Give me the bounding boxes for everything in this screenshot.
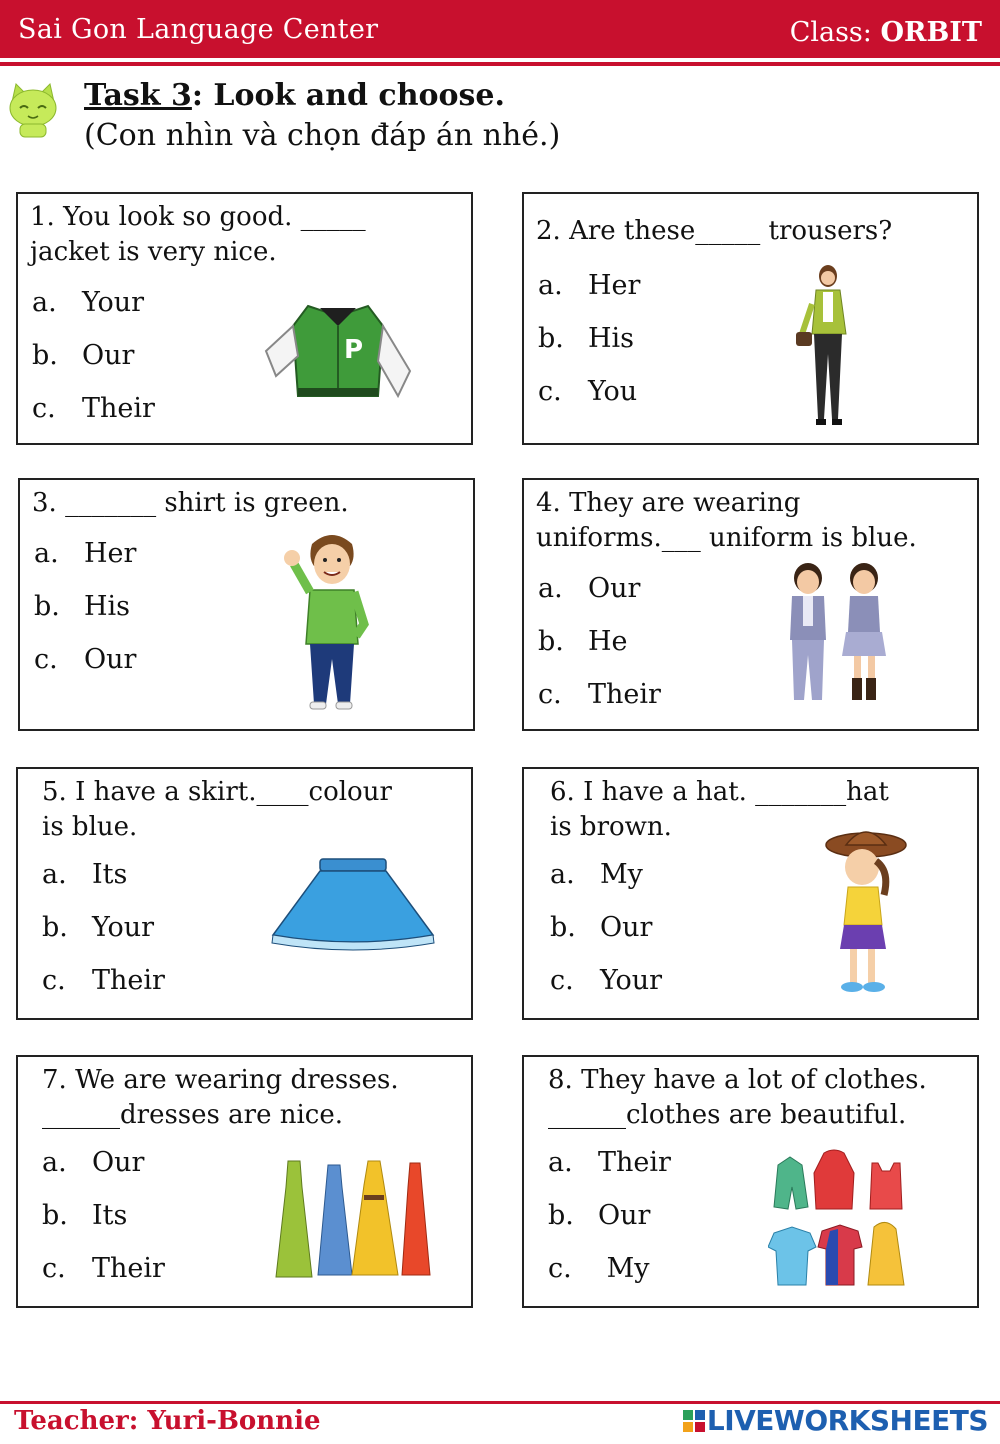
option-b[interactable]: b. Our	[32, 340, 135, 371]
class-name: ORBIT	[880, 17, 982, 48]
liveworksheets-grid-icon	[683, 1410, 705, 1432]
question-box-7	[16, 1055, 473, 1308]
question-text: 4. They are wearing uniforms.___ uniform is blue.	[536, 488, 917, 553]
option-c[interactable]: c. Their	[32, 393, 155, 424]
question-box-4	[522, 478, 979, 731]
four-dresses-icon	[274, 1157, 434, 1282]
option-b[interactable]: b. Our	[550, 912, 653, 943]
option-c[interactable]: c. Your	[550, 965, 663, 996]
center-name: Sai Gon Language Center	[18, 14, 379, 45]
question-text: 5. I have a skirt.____colour is blue.	[42, 777, 392, 842]
cat-mascot-icon	[6, 80, 60, 138]
option-b[interactable]: b. He	[538, 626, 628, 657]
option-a[interactable]: a. My	[550, 859, 643, 890]
green-jacket-icon	[258, 296, 418, 406]
boy-in-green-shirt-icon	[282, 524, 382, 714]
option-a[interactable]: a. Her	[538, 270, 641, 301]
children-in-uniforms-icon	[776, 560, 896, 710]
option-a[interactable]: a. Its	[42, 859, 128, 890]
option-b[interactable]: b. His	[538, 323, 635, 354]
question-box-6	[522, 767, 979, 1020]
option-a[interactable]: a. Their	[548, 1147, 671, 1178]
option-a[interactable]: a. Her	[34, 538, 137, 569]
option-c[interactable]: c. My	[548, 1253, 650, 1284]
question-text: 6. I have a hat. _______hat is brown.	[550, 777, 889, 842]
option-c[interactable]: c. Our	[34, 644, 137, 675]
option-c[interactable]: c. You	[538, 376, 638, 407]
question-box-8	[522, 1055, 979, 1308]
question-text: 7. We are wearing dresses. ______dresses are nice.	[42, 1065, 399, 1130]
option-a[interactable]: a. Your	[32, 287, 145, 318]
question-box-5	[16, 767, 473, 1020]
question-box-3	[18, 478, 475, 731]
option-a[interactable]: a. Our	[538, 573, 641, 604]
task-subtitle: (Con nhìn và chọn đáp án nhé.)	[84, 118, 561, 153]
question-box-2	[522, 192, 979, 445]
woman-in-trousers-icon	[792, 264, 862, 429]
question-text: 1. You look so good. _____ jacket is very nice.	[30, 202, 366, 267]
task-title	[84, 78, 505, 113]
option-c[interactable]: c. Their	[42, 965, 165, 996]
class-prefix: Class:	[789, 17, 881, 48]
option-b[interactable]: b. Your	[42, 912, 155, 943]
teacher-name: Teacher: Yuri-Bonnie	[14, 1406, 321, 1436]
option-b[interactable]: b. His	[34, 591, 131, 622]
question-box-1	[16, 192, 473, 445]
many-clothes-icon	[768, 1147, 908, 1292]
blue-skirt-icon	[268, 857, 438, 952]
header-divider	[0, 62, 1000, 66]
task-label: Task 3	[84, 78, 192, 113]
class-label	[790, 17, 982, 48]
option-a[interactable]: a. Our	[42, 1147, 145, 1178]
brand-text: LIVEWORKSHEETS	[706, 1404, 988, 1437]
question-text: 8. They have a lot of clothes. ______clothes are beautiful.	[548, 1065, 927, 1130]
question-text: 2. Are these_____ trousers?	[536, 216, 893, 246]
question-text: 3. _______ shirt is green.	[32, 488, 349, 518]
option-b[interactable]: b. Our	[548, 1200, 651, 1231]
header-bar	[0, 0, 1000, 58]
task-title-text: : Look and choose.	[191, 78, 505, 113]
option-c[interactable]: c. Their	[42, 1253, 165, 1284]
girl-with-brown-hat-icon	[814, 825, 914, 1000]
liveworksheets-logo[interactable]	[683, 1404, 988, 1437]
svg-text:P: P	[344, 335, 364, 365]
option-b[interactable]: b. Its	[42, 1200, 128, 1231]
option-c[interactable]: c. Their	[538, 679, 661, 710]
